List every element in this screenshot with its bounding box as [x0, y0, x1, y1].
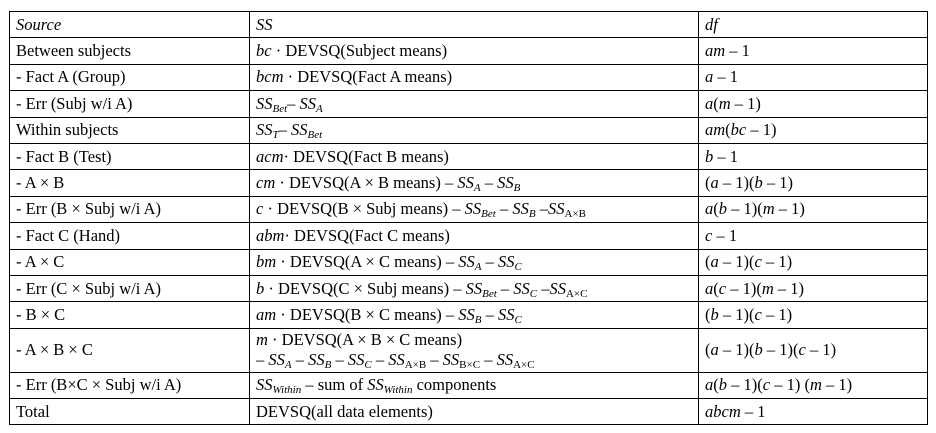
- source-cell: - Fact C (Hand): [10, 223, 250, 249]
- df-cell: abcm – 1: [699, 399, 928, 425]
- df-cell: (a – 1)(c – 1): [699, 249, 928, 275]
- df-cell: am – 1: [699, 38, 928, 64]
- source-cell: - Fact B (Test): [10, 143, 250, 169]
- df-cell: (a – 1)(b – 1): [699, 170, 928, 196]
- source-cell: - A × B: [10, 170, 250, 196]
- source-cell: - Err (B × Subj w/i A): [10, 196, 250, 222]
- ss-cell: c · DEVSQ(B × Subj means) – $SS_{Bet} - SS_B$ $-SS_{A\times B}$: [250, 196, 699, 222]
- source-cell: Between subjects: [10, 38, 250, 64]
- anova-table: [9, 11, 928, 425]
- ss-cell: [250, 328, 699, 372]
- table-row: [10, 302, 928, 328]
- df-cell: b – 1: [699, 143, 928, 169]
- source-cell: - Err (B×C × Subj w/i A): [10, 372, 250, 398]
- df-cell: a(m – 1): [699, 91, 928, 117]
- ss-cell: am · DEVSQ(B × C means) – $SS_B - SS_C$: [250, 302, 699, 328]
- df-cell: (b – 1)(c – 1): [699, 302, 928, 328]
- df-cell: a(b – 1)(m – 1): [699, 196, 928, 222]
- table-row: [10, 170, 928, 196]
- table-row: [10, 372, 928, 398]
- ss-cell: bm · DEVSQ(A × C means) – $SS_A - SS_C$: [250, 249, 699, 275]
- source-cell: Within subjects: [10, 117, 250, 143]
- table-row: [10, 117, 928, 143]
- source-cell: - Err (C × Subj w/i A): [10, 275, 250, 301]
- table-row: [10, 328, 928, 372]
- source-cell: - Err (Subj w/i A): [10, 91, 250, 117]
- table-row: [10, 249, 928, 275]
- ss-cell: $SS_{Bet}-$ $SS_A$: [250, 91, 699, 117]
- df-cell: (a – 1)(b – 1)(c – 1): [699, 328, 928, 372]
- table-row: [10, 64, 928, 90]
- header-source: Source: [10, 12, 250, 38]
- ss-cell: DEVSQ(all data elements): [250, 399, 699, 425]
- table-row: [10, 399, 928, 425]
- source-cell: - A × B × C: [10, 328, 250, 372]
- header-row: [10, 12, 928, 38]
- table-row: [10, 91, 928, 117]
- ss-line-2: – $SS_A - SS_B - SS_C - SS_{A\times B} - SS_{B\times C} - SS_{A\times C}$: [256, 350, 535, 372]
- source-cell: - B × C: [10, 302, 250, 328]
- ss-line-1: m · DEVSQ(A × B × C means): [256, 330, 463, 350]
- df-cell: a – 1: [699, 64, 928, 90]
- source-cell: Total: [10, 399, 250, 425]
- df-cell: a(c – 1)(m – 1): [699, 275, 928, 301]
- source-cell: - Fact A (Group): [10, 64, 250, 90]
- table-row: [10, 143, 928, 169]
- df-cell: a(b – 1)(c – 1) (m – 1): [699, 372, 928, 398]
- header-ss: SS: [250, 12, 699, 38]
- ss-cell: b · DEVSQ(C × Subj means) – $SS_{Bet} - SS_C$ $-SS_{A\times C}$: [250, 275, 699, 301]
- table-row: [10, 196, 928, 222]
- ss-cell: $SS_T-$ $SS_{Bet}$: [250, 117, 699, 143]
- df-cell: c – 1: [699, 223, 928, 249]
- table-row: [10, 38, 928, 64]
- ss-cell: abm· DEVSQ(Fact C means): [250, 223, 699, 249]
- ss-cell: acm· DEVSQ(Fact B means): [250, 143, 699, 169]
- df-cell: am(bc – 1): [699, 117, 928, 143]
- ss-cell: $SS_{Within}$ – sum of $SS_{Within}$ components: [250, 372, 699, 398]
- table-row: [10, 223, 928, 249]
- header-df: df: [699, 12, 928, 38]
- ss-cell: bcm · DEVSQ(Fact A means): [250, 64, 699, 90]
- ss-cell: bc · DEVSQ(Subject means): [250, 38, 699, 64]
- source-cell: - A × C: [10, 249, 250, 275]
- ss-cell: cm · DEVSQ(A × B means) – $SS_A - SS_B$: [250, 170, 699, 196]
- table-row: [10, 275, 928, 301]
